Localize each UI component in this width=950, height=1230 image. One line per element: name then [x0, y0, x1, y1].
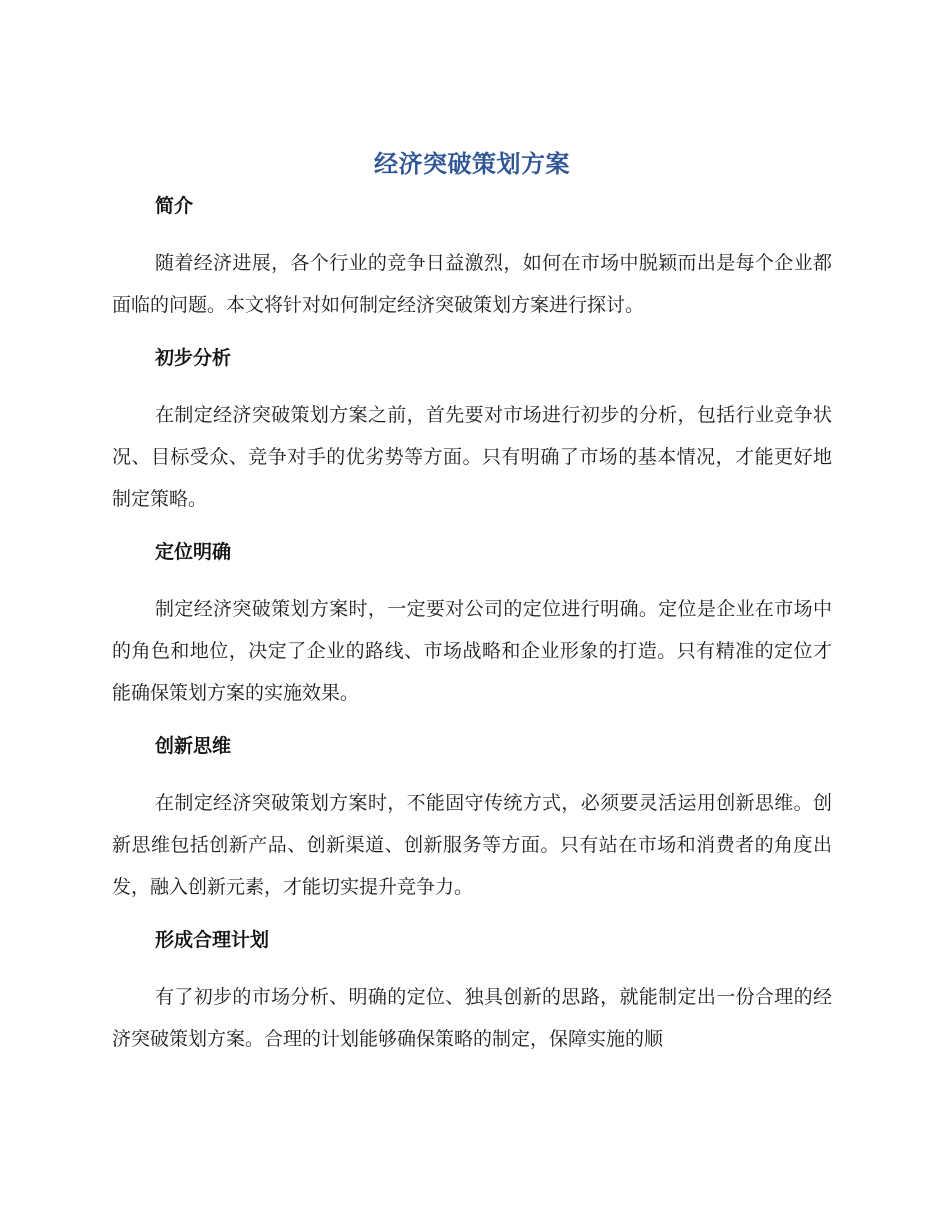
- section-paragraph: 在制定经济突破策划方案之前，首先要对市场进行初步的分析，包括行业竞争状况、目标受众、竞争对手的优劣势等方面。只有明确了市场的基本情况，才能更好地制定策略。: [112, 404, 832, 510]
- section-intro: [112, 192, 832, 326]
- section-reasonable-plan: [112, 926, 832, 1060]
- section-paragraph: 制定经济突破策划方案时，一定要对公司的定位进行明确。定位是企业在市场中的角色和地位，决定了企业的路线、市场战略和企业形象的打造。只有精准的定位才能确保策划方案的实施效果。: [112, 598, 832, 704]
- section-initial-analysis: [112, 344, 832, 520]
- section-heading: 简介: [155, 195, 194, 217]
- page-title: 经济突破策划方案: [374, 150, 570, 178]
- section-paragraph: 在制定经济突破策划方案时，不能固守传统方式，必须要灵活运用创新思维。创新思维包括创新产品、创新渠道、创新服务等方面。只有站在市场和消费者的角度出发，融入创新元素，才能切实提升竞争力。: [112, 792, 832, 898]
- section-paragraph: 有了初步的市场分析、明确的定位、独具创新的思路，就能制定出一份合理的经济突破策划方案。合理的计划能够确保策略的制定，保障实施的顺: [112, 986, 832, 1050]
- section-heading: 定位明确: [155, 541, 232, 563]
- section-heading: 形成合理计划: [155, 929, 270, 951]
- section-heading: 初步分析: [155, 347, 232, 369]
- section-positioning: [112, 538, 832, 714]
- section-innovative-thinking: [112, 732, 832, 908]
- section-paragraph: 随着经济进展，各个行业的竞争日益激烈，如何在市场中脱颖而出是每个企业都面临的问题。本文将针对如何制定经济突破策划方案进行探讨。: [112, 252, 832, 316]
- section-heading: 创新思维: [155, 735, 232, 757]
